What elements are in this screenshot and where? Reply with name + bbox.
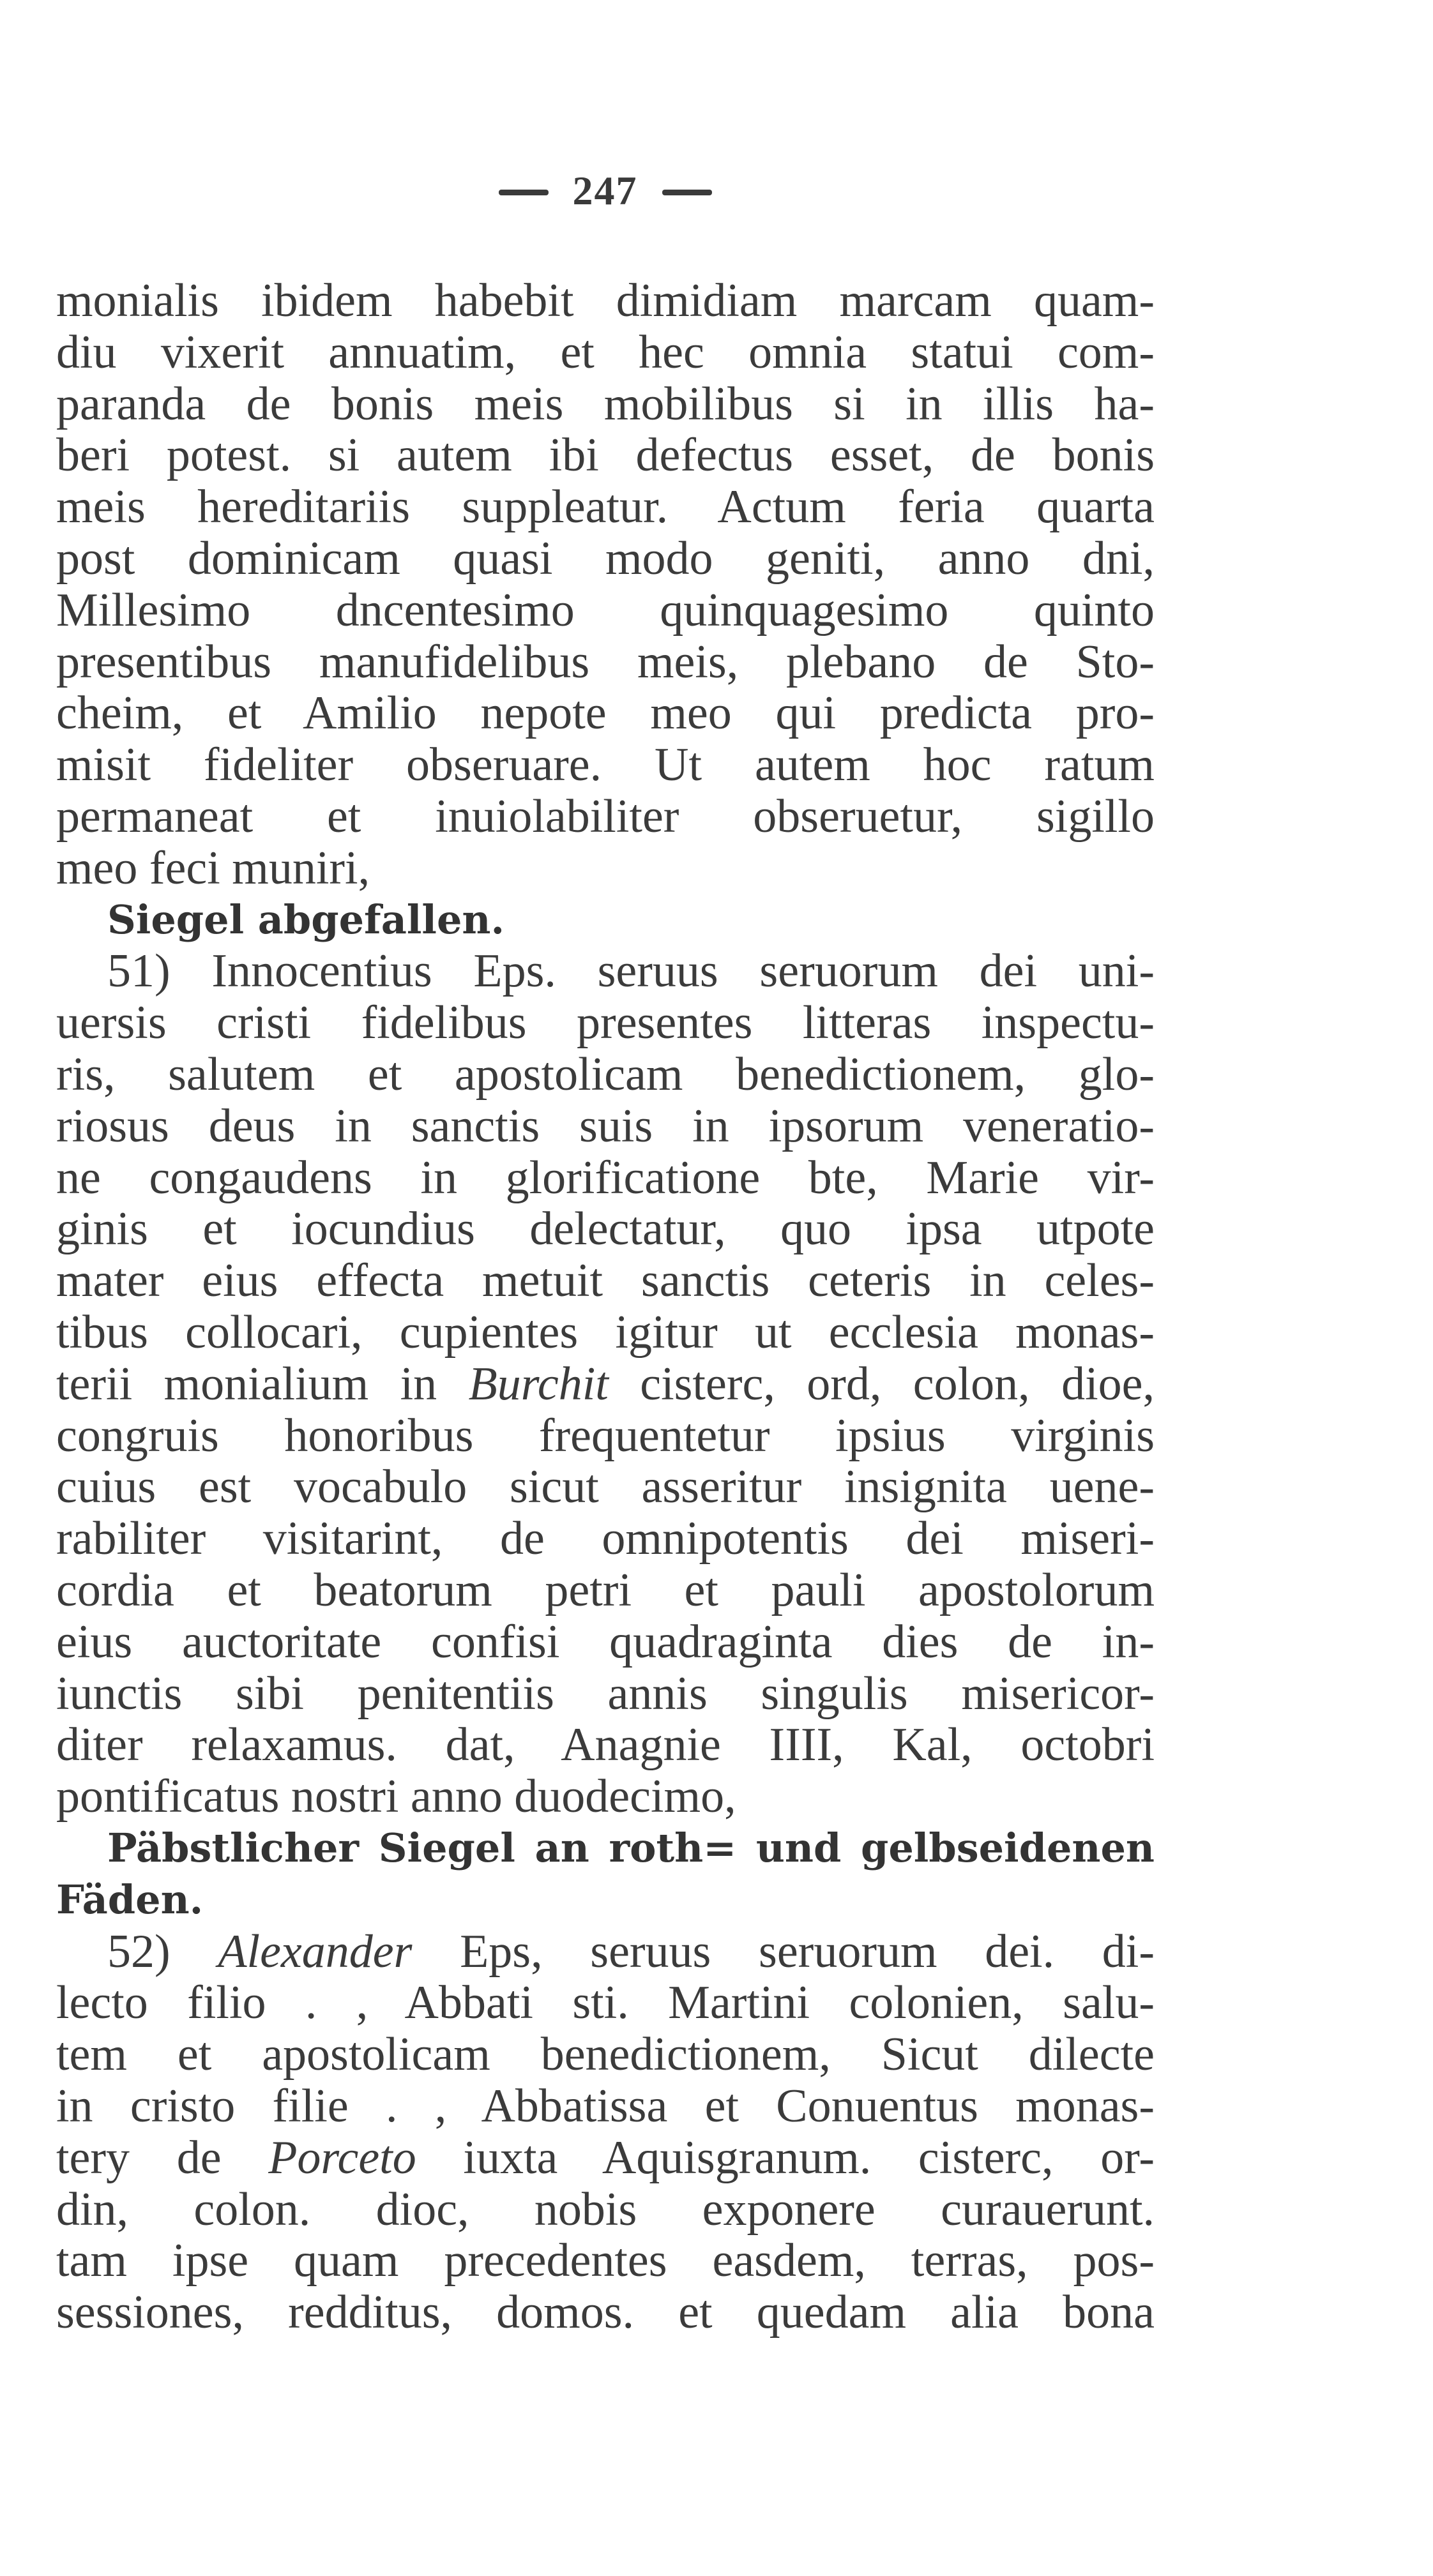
- text-segment: presentibus manufidelibus meis, plebano de Sto-: [56, 636, 1155, 688]
- text-line: [56, 2287, 1155, 2338]
- text-segment: lecto filio . , Abbati sti. Martini colonien, salu-: [56, 1977, 1155, 2029]
- text-line: [56, 688, 1155, 739]
- text-segment: in cristo filie . , Abbatissa et Conuentus monas-: [56, 2080, 1155, 2132]
- text-segment: Fäden.: [56, 1876, 204, 1923]
- text-segment: ris, salutem et apostolicam benedictionem, glo-: [56, 1048, 1155, 1101]
- text-segment: riosus deus in sanctis suis in ipsorum veneratio-: [56, 1100, 1155, 1152]
- text-line: [107, 1926, 1155, 1977]
- text-segment: tery de: [56, 2132, 269, 2184]
- text-line: [56, 1359, 1155, 1410]
- text-segment: iunctis sibi penitentiis annis singulis misericor-: [56, 1668, 1155, 1720]
- text-line: [56, 1719, 1155, 1770]
- text-line: [56, 1307, 1155, 1358]
- text-segment: cheim, et Amilio nepote meo qui predicta pro-: [56, 687, 1155, 739]
- text-line: [56, 1255, 1155, 1306]
- page-number: [0, 167, 1210, 215]
- text-line: [56, 1668, 1155, 1719]
- text-segment: tam ipse quam precedentes easdem, terras, pos-: [56, 2234, 1155, 2287]
- text-segment: Siegel abgefallen.: [107, 896, 505, 943]
- text-segment: ne congaudens in glorificatione bte, Marie vir-: [56, 1152, 1155, 1204]
- text-segment: 51) Innocentius Eps. seruus seruorum dei uni-: [107, 945, 1155, 997]
- text-line: [56, 1513, 1155, 1564]
- text-line: [56, 739, 1155, 790]
- text-segment: mater eius effecta metuit sanctis ceteris in celes-: [56, 1254, 1155, 1307]
- annotation-line: [107, 1823, 1155, 1874]
- text-segment: pontificatus nostri anno duodecimo,: [56, 1770, 736, 1823]
- text-line: [56, 1101, 1155, 1152]
- text-line: [56, 2029, 1155, 2080]
- italic-place-name: Alexander: [218, 1925, 413, 1978]
- text-line: [56, 997, 1155, 1048]
- text-segment: 52): [107, 1925, 218, 1978]
- text-segment: diu vixerit annuatim, et hec omnia statui com-: [56, 326, 1155, 379]
- text-line: [56, 1616, 1155, 1668]
- text-line: [56, 1410, 1155, 1461]
- text-segment: cisterc, ord, colon, dioe,: [608, 1358, 1155, 1410]
- text-line: [56, 430, 1155, 481]
- text-line: [56, 533, 1155, 584]
- text-segment: diter relaxamus. dat, Anagnie IIII, Kal, octobri: [56, 1719, 1155, 1771]
- text-line: [56, 2132, 1155, 2183]
- text-line: [56, 275, 1155, 326]
- text-line: [56, 1049, 1155, 1100]
- text-segment: monialis ibidem habebit dimidiam marcam quam-: [56, 275, 1155, 327]
- text-line: [56, 791, 1155, 842]
- text-segment: meo feci muniri,: [56, 842, 370, 894]
- italic-place-name: Burchit: [468, 1358, 609, 1410]
- text-segment: meis hereditariis suppleatur. Actum feria quarta: [56, 481, 1155, 533]
- text-line: [56, 327, 1155, 378]
- text-segment: misit fideliter obseruare. Ut autem hoc ratum: [56, 739, 1155, 791]
- text-segment: iuxta Aquisgranum. cisterc, or-: [416, 2132, 1155, 2184]
- text-segment: eius auctoritate confisi quadraginta dies de in-: [56, 1616, 1155, 1668]
- page-number-text: 247: [572, 168, 638, 213]
- text-line: [56, 481, 1155, 532]
- text-line: [56, 1977, 1155, 2028]
- text-segment: beri potest. si autem ibi defectus esset, de bonis: [56, 429, 1155, 481]
- text-segment: Päbstlicher Siegel an roth= und gelbseidenen: [107, 1825, 1155, 1871]
- text-line: [56, 585, 1155, 636]
- text-line: [56, 2184, 1155, 2235]
- text-segment: post dominicam quasi modo geniti, anno dni,: [56, 532, 1155, 585]
- text-segment: rabiliter visitarint, de omnipotentis dei miseri-: [56, 1512, 1155, 1565]
- right-dash-ornament: [662, 190, 712, 195]
- text-line: [56, 1771, 1155, 1822]
- text-line: [56, 636, 1155, 688]
- text-line: [107, 945, 1155, 997]
- text-segment: ginis et iocundius delectatur, quo ipsa utpote: [56, 1203, 1155, 1255]
- text-line: [56, 1152, 1155, 1203]
- text-line: [56, 2081, 1155, 2132]
- text-segment: Eps, seruus seruorum dei. di-: [412, 1925, 1155, 1978]
- text-line: [56, 379, 1155, 430]
- annotation-line: [107, 894, 1155, 945]
- text-segment: congruis honoribus frequentetur ipsius virginis: [56, 1410, 1155, 1462]
- text-segment: sessiones, redditus, domos. et quedam alia bona: [56, 2286, 1155, 2339]
- text-segment: cordia et beatorum petri et pauli apostolorum: [56, 1564, 1155, 1616]
- text-segment: uersis cristi fidelibus presentes litteras inspectu-: [56, 997, 1155, 1049]
- text-segment: paranda de bonis meis mobilibus si in illis ha-: [56, 378, 1155, 430]
- text-line: [56, 2235, 1155, 2286]
- text-segment: tem et apostolicam benedictionem, Sicut dilecte: [56, 2028, 1155, 2081]
- text-line: [56, 1203, 1155, 1254]
- text-segment: cuius est vocabulo sicut asseritur insignita uene-: [56, 1461, 1155, 1513]
- text-segment: terii monialium in: [56, 1358, 469, 1410]
- text-segment: din, colon. dioc, nobis exponere curauerunt.: [56, 2183, 1155, 2236]
- text-segment: tibus collocari, cupientes igitur ut ecclesia monas-: [56, 1306, 1155, 1359]
- text-line: [56, 843, 1155, 894]
- left-dash-ornament: [499, 190, 549, 195]
- text-line: [56, 1565, 1155, 1616]
- text-line: [56, 1461, 1155, 1512]
- text-segment: permaneat et inuiolabiliter obseruetur, sigillo: [56, 790, 1155, 843]
- italic-place-name: Porceto: [268, 2132, 416, 2184]
- annotation-line: [56, 1874, 1155, 1925]
- text-segment: Millesimo dncentesimo quinquagesimo quinto: [56, 584, 1155, 636]
